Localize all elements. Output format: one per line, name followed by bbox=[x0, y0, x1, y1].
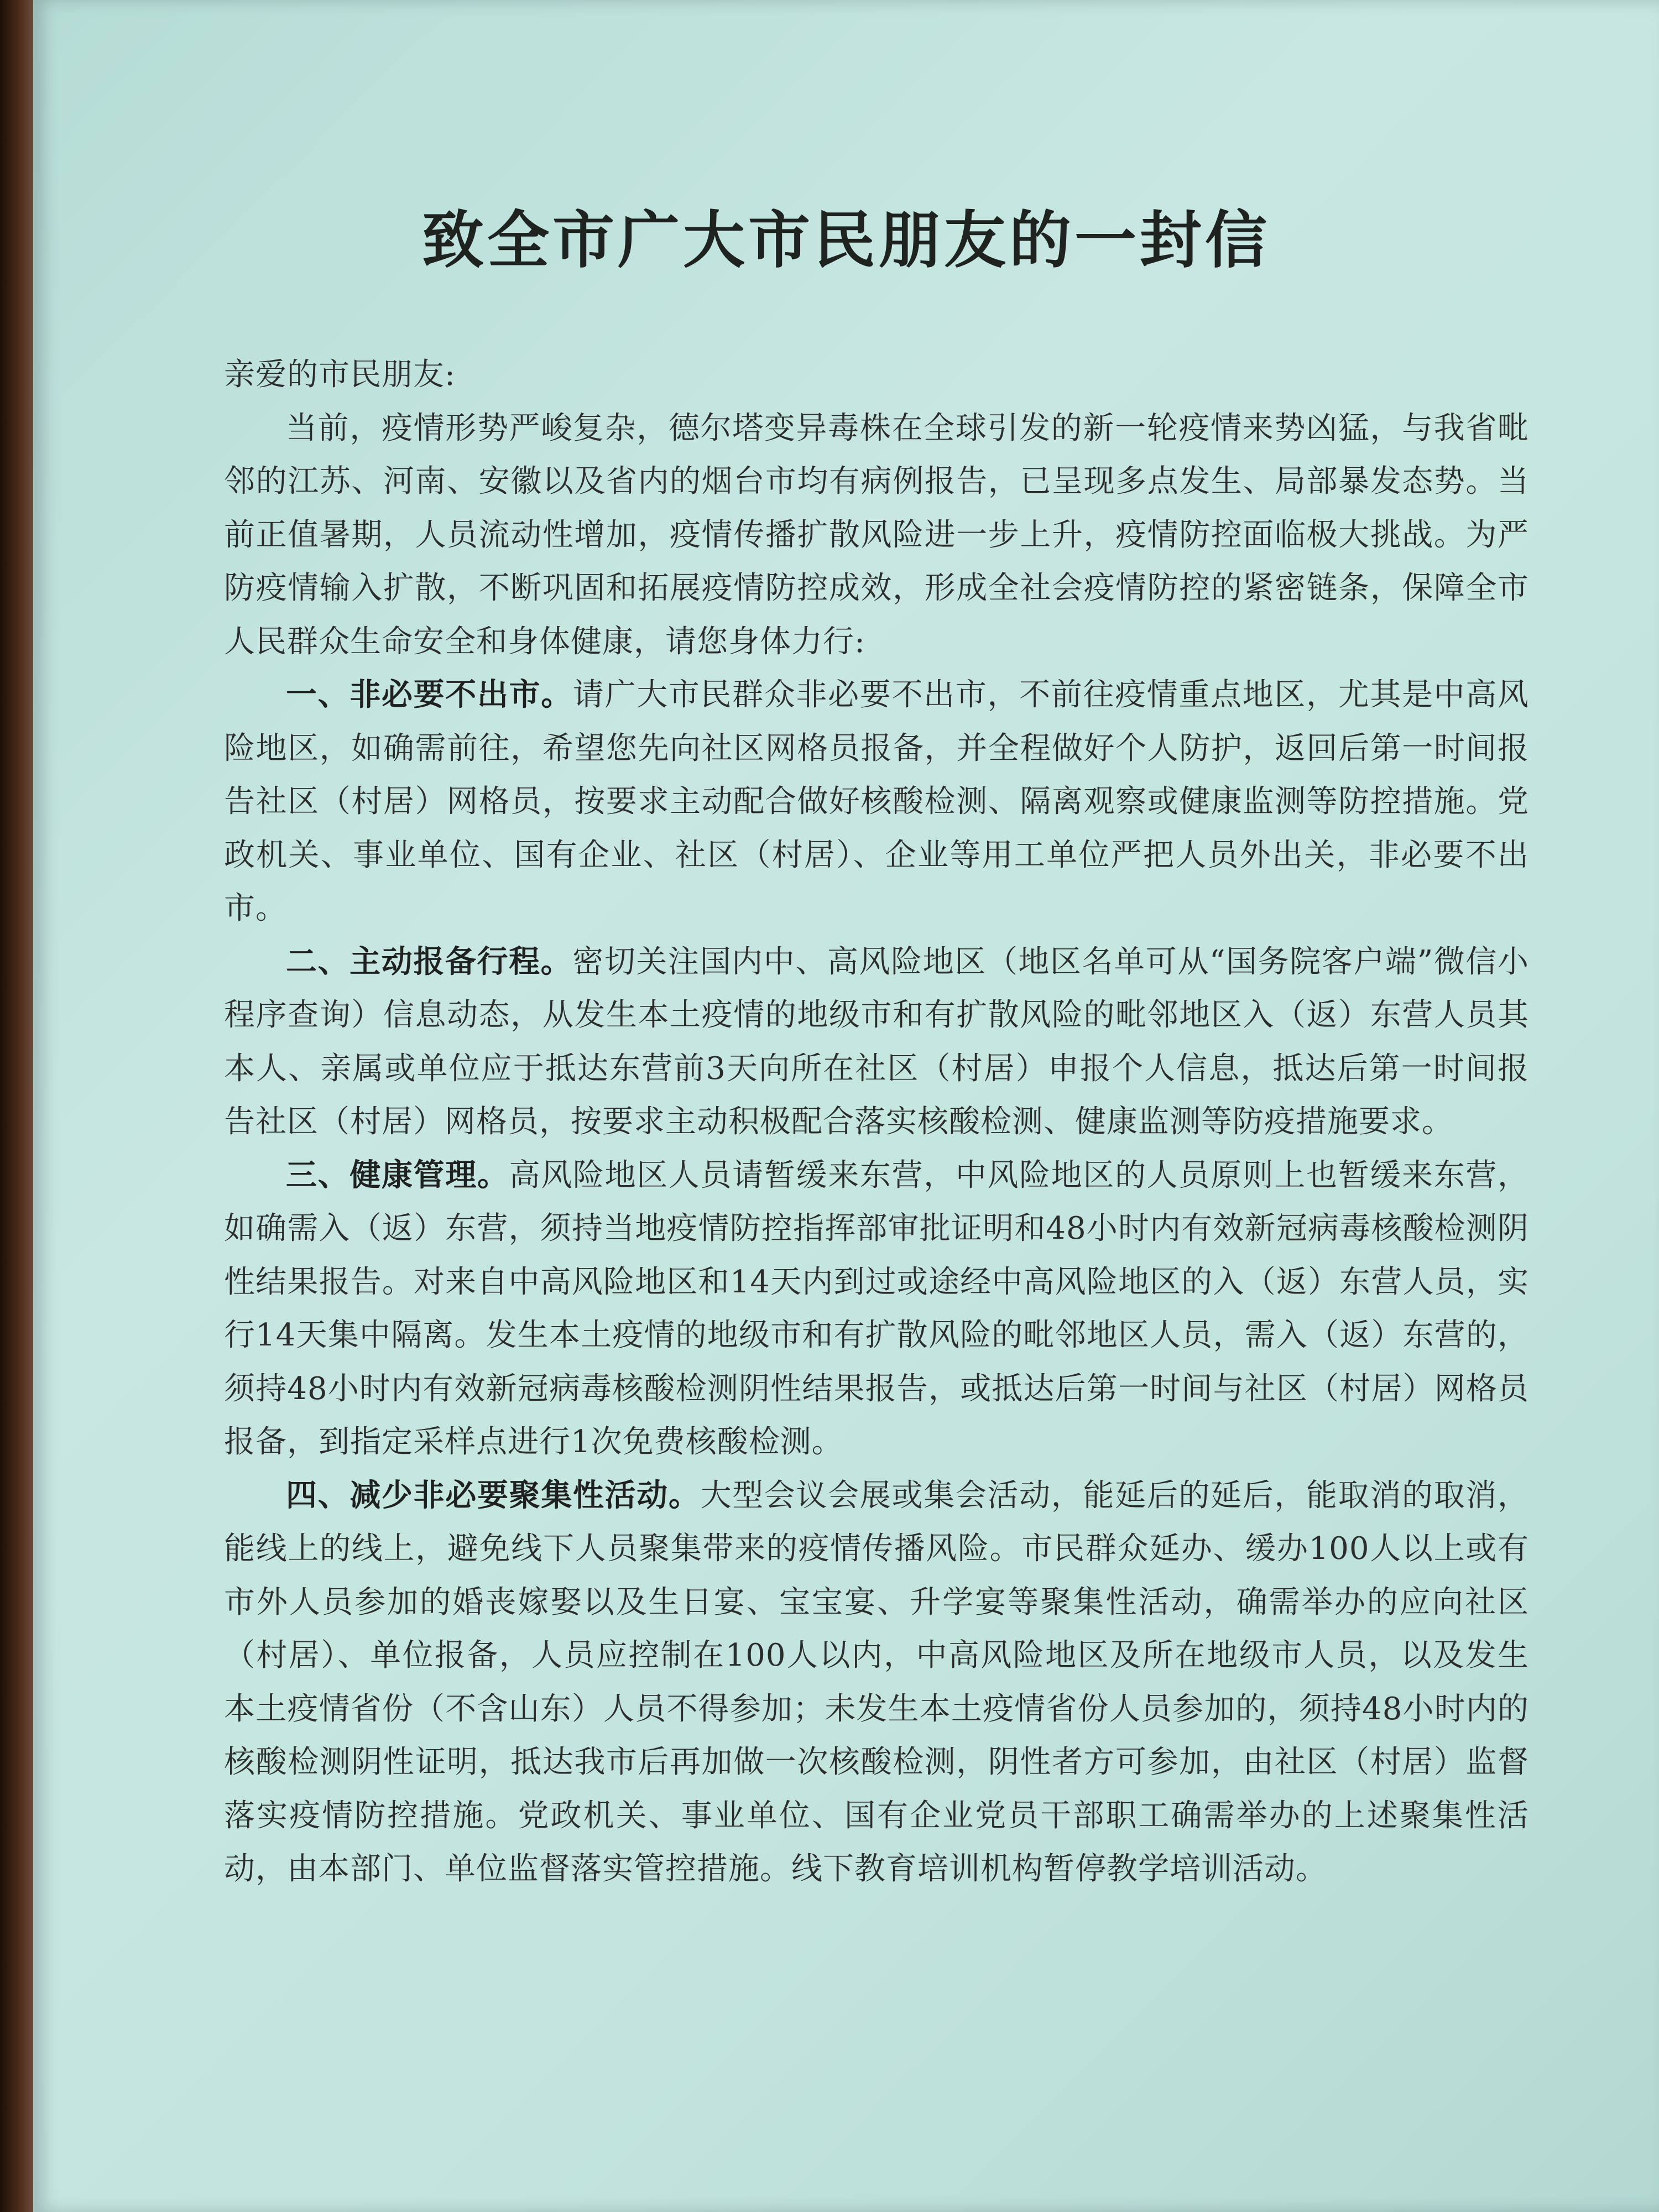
intro-paragraph: 当前，疫情形势严峻复杂，德尔塔变异毒株在全球引发的新一轮疫情来势凶猛，与我省毗邻的江苏、河南、安徽以及省内的烟台市均有病例报告，已呈现多点发生、局部暴发态势。当前正值暑期，人员流动性增加，疫情传播扩散风险进一步上升，疫情防控面临极大挑战。为严防疫情输入扩散，不断巩固和拓展疫情防控成效，形成全社会疫情防控的紧密链条，保障全市人民群众生命安全和身体健康，请您身体力行: bbox=[224, 410, 1529, 660]
section-paragraph-1 bbox=[224, 669, 1529, 936]
section-paragraph-4 bbox=[224, 1469, 1529, 1896]
section-heading-4: 四、减少非必要聚集性活动。 bbox=[286, 1477, 701, 1514]
letter-body bbox=[224, 348, 1529, 1896]
salutation: 亲爱的市民朋友: bbox=[224, 357, 456, 393]
section-paragraph-2 bbox=[224, 936, 1529, 1149]
section-heading-3: 三、健康管理。 bbox=[286, 1157, 509, 1193]
section-body-1: 请广大市民群众非必要不出市，不前往疫情重点地区，尤其是中高风险地区，如确需前往，希望您先向社区网格员报备，并全程做好个人防护，返回后第一时间报告社区（村居）网格员，按要求主动配合做好核酸检测、隔离观察或健康监测等防控措施。党政机关、事业单位、国有企业、社区（村居）、企业等用工单位严把人员外出关，非必要不出市。 bbox=[224, 677, 1530, 926]
table-edge bbox=[0, 0, 33, 2212]
section-body-2: 密切关注国内中、高风险地区（地区名单可从“国务院客户端”微信小程序查询）信息动态，从发生本土疫情的地级市和有扩散风险的毗邻地区入（返）东营人员其本人、亲属或单位应于抵达东营前3天向所在社区（村居）申报个人信息，抵达后第一时间报告社区（村居）网格员，按要求主动积极配合落实核酸检测、健康监测等防疫措施要求。 bbox=[224, 943, 1529, 1140]
section-paragraph-3 bbox=[224, 1149, 1529, 1469]
section-body-3: 高风险地区人员请暂缓来东营，中风险地区的人员原则上也暂缓来东营，如确需入（返）东营，须持当地疫情防控指挥部审批证明和48小时内有效新冠病毒核酸检测阴性结果报告。对来自中高风险地区和14天内到过或途经中高风险地区的入（返）东营人员，实行14天集中隔离。发生本土疫情的地级市和有扩散风险的毗邻地区人员，需入（返）东营的，须持48小时内有效新冠病毒核酸检测阴性结果报告，或抵达后第一时间与社区（村居）网格员报备，到指定采样点进行1次免费核酸检测。 bbox=[224, 1157, 1530, 1460]
document-title: 致全市广大市民朋友的一封信 bbox=[422, 204, 1270, 276]
paper-sheet bbox=[33, 0, 1659, 2212]
section-heading-1: 一、非必要不出市。 bbox=[286, 677, 573, 713]
section-heading-2: 二、主动报备行程。 bbox=[286, 943, 573, 980]
section-body-4: 大型会议会展或集会活动，能延后的延后，能取消的取消，能线上的线上，避免线下人员聚集带来的疫情传播风险。市民群众延办、缓办100人以上或有市外人员参加的婚丧嫁娶以及生日宴、宝宝宴、升学宴等聚集性活动，确需举办的应向社区（村居）、单位报备，人员应控制在100人以内，中高风险地区及所在地级市人员，以及发生本土疫情省份（不含山东）人员不得参加；未发生本土疫情省份人员参加的，须持48小时内的核酸检测阴性证明，抵达我市后再加做一次核酸检测，阴性者方可参加，由社区（村居）监督落实疫情防控措施。党政机关、事业单位、国有企业党员干部职工确需举办的上述聚集性活动，由本部门、单位监督落实管控措施。线下教育培训机构暂停教学培训活动。 bbox=[224, 1477, 1530, 1887]
